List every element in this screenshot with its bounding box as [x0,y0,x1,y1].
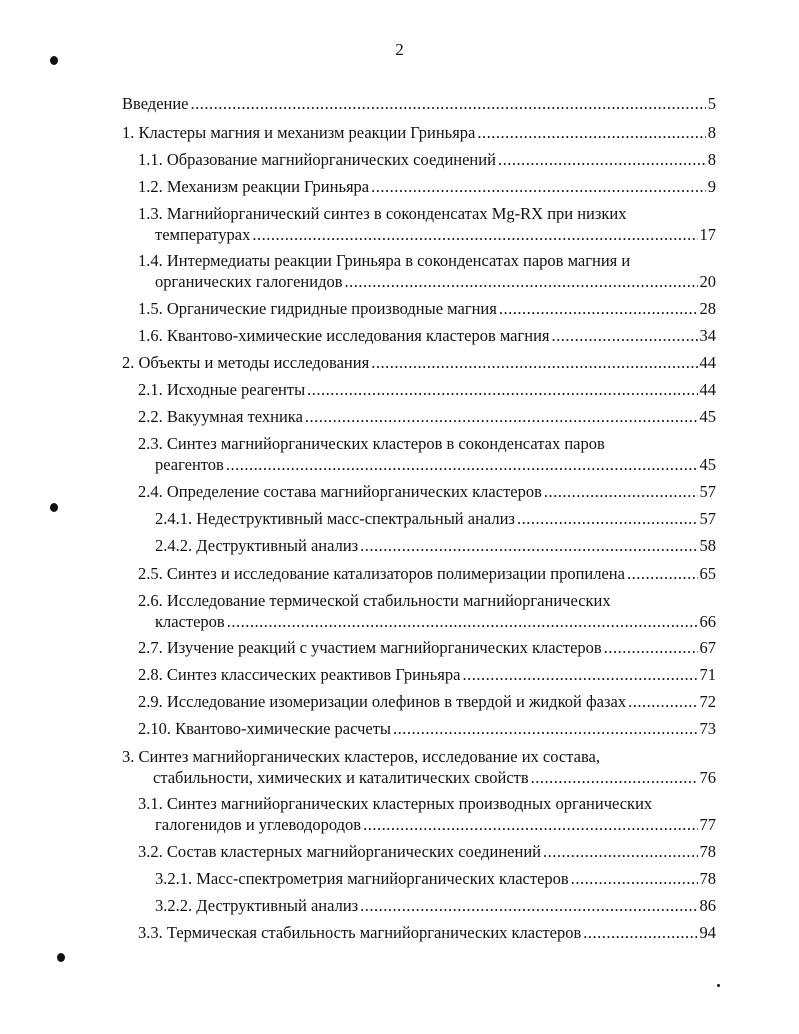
toc-entry [138,150,716,170]
toc-page-number: 57 [699,509,716,528]
toc-entry [138,665,716,685]
dot-leader [517,509,698,529]
toc-entry-title: 3.2.1. Масс-спектрометрия магнийорганических кластеров [155,869,569,888]
toc-entry-title: 3.2. Состав кластерных магнийорганических соединений [138,842,541,861]
toc-entry [138,564,716,584]
toc-entry [155,815,716,835]
toc-entry-title: 3.1. Синтез магнийорганических кластерных производных органических [138,794,653,813]
toc-entry-title: 2.10. Квантово-химические расчеты [138,719,392,738]
toc-entry-title: 3.2.2. Деструктивный анализ [155,896,359,915]
toc-page-number: 44 [699,353,716,372]
toc-entry [155,225,716,245]
toc-page-number: 45 [699,455,716,474]
toc-page-number: 67 [699,638,716,657]
toc-entry [153,768,716,788]
toc-entry [122,123,716,143]
toc-entry [138,692,716,712]
toc-page-number: 72 [699,692,716,711]
scan-speck [717,984,720,987]
toc-entry [155,869,716,889]
toc-page-number: 73 [699,719,716,738]
dot-leader [360,536,697,556]
toc-entry [155,612,716,632]
toc-entry-title: 1.3. Магнийорганический синтез в соконденсатах Mg-RX при низких [138,204,627,223]
toc-entry-title: 1.5. Органические гидридные производные магния [138,299,497,318]
dot-leader [226,455,698,475]
toc-entry [138,299,716,319]
toc-page-number: 94 [699,923,716,942]
toc-page-number: 34 [699,326,716,345]
toc-page-number: 71 [699,665,716,684]
toc-entry-title: 2.6. Исследование термической стабильности магнийорганических [138,591,611,610]
scan-speck [57,953,65,962]
toc-entry [155,536,716,556]
toc-page-number: 9 [707,177,716,196]
dot-leader [627,564,698,584]
toc-page-number: 8 [707,150,716,169]
dot-leader [191,94,706,114]
toc-entry-title: 2.7. Изучение реакций с участием магнийорганических кластеров [138,638,602,657]
toc-page-number: 77 [699,815,716,834]
toc-entry [138,923,716,943]
dot-leader [345,272,698,292]
toc-entry [155,896,716,916]
scan-speck [50,56,58,65]
dot-leader [363,815,697,835]
toc-entry-title: температурах [155,225,251,244]
toc-entry-title: 2.4.1. Недеструктивный масс-спектральный анализ [155,509,515,528]
toc-entry [138,407,716,427]
dot-leader [307,380,697,400]
toc-entry [138,842,716,862]
toc-page-number: 5 [707,94,716,113]
dot-leader [305,407,698,427]
scan-speck [50,503,58,512]
toc-entry-line [138,434,605,454]
dot-leader [360,896,697,916]
toc-page-number: 28 [699,299,716,318]
toc-entry-title: 1.4. Интермедиаты реакции Гриньяра в соконденсатах паров магния и [138,251,631,270]
toc-page-number: 45 [699,407,716,426]
toc-entry-title: 2.9. Исследование изомеризации олефинов в твердой и жидкой фазах [138,692,627,711]
toc-entry-title: 2.4. Определение состава магнийорганических кластеров [138,482,542,501]
page-number: 2 [395,40,404,59]
dot-leader [552,326,698,346]
dot-leader [252,225,697,245]
toc-page-number: 66 [699,612,716,631]
toc-page-number: 76 [699,768,716,787]
toc-entry [138,638,716,658]
toc-page-number: 8 [707,123,716,142]
dot-leader [499,299,698,319]
toc-page-number: 20 [699,272,716,291]
dot-leader [571,869,698,889]
dot-leader [477,123,705,143]
dot-leader [498,150,706,170]
dot-leader [371,177,706,197]
toc-entry-title: галогенидов и углеводородов [155,815,362,834]
toc-entry-line [138,204,627,224]
toc-page-number: 65 [699,564,716,583]
toc-page-number: 86 [699,896,716,915]
toc-entry-title: 2.2. Вакуумная техника [138,407,303,426]
toc-entry-title: 3.3. Термическая стабильность магнийорганических кластеров [138,923,582,942]
toc-entry-title: 2.5. Синтез и исследование катализаторов полимеризации пропилена [138,564,625,583]
toc-entry-title: кластеров [155,612,225,631]
toc-entry-title: Введение [122,94,189,113]
toc-entry-line [138,591,611,611]
toc-page-number: 44 [699,380,716,399]
toc-page-number: 58 [699,536,716,555]
toc-entry-title: органических галогенидов [155,272,343,291]
dot-leader [371,353,697,373]
toc-entry [155,509,716,529]
toc-entry-title: 2.4.2. Деструктивный анализ [155,536,359,555]
toc-entry [155,272,716,292]
dot-leader [543,842,698,862]
toc-entry [138,326,716,346]
dot-leader [393,719,697,739]
toc-entry-title: 2.8. Синтез классических реактивов Гриньяра [138,665,461,684]
toc-entry [122,94,716,114]
toc-entry-title: реагентов [155,455,224,474]
dot-leader [462,665,697,685]
toc-entry-title: 2.1. Исходные реагенты [138,380,306,399]
toc-entry [155,455,716,475]
toc-entry [138,482,716,502]
toc-entry-title: 1.6. Квантово-химические исследования кластеров магния [138,326,550,345]
toc-entry [138,380,716,400]
toc-entry-line [122,747,600,767]
toc-entry [122,353,716,373]
toc-entry [138,177,716,197]
dot-leader [628,692,697,712]
dot-leader [544,482,698,502]
toc-page-number: 17 [699,225,716,244]
toc-entry-line [138,794,652,814]
toc-entry-title: 2. Объекты и методы исследования [122,353,370,372]
toc-entry-title: 1. Кластеры магния и механизм реакции Гриньяра [122,123,476,142]
dot-leader [227,612,698,632]
toc-entry-title: 3. Синтез магнийорганических кластеров, исследование их состава, [122,747,600,766]
toc-entry-title: 1.1. Образование магнийорганических соединений [138,150,496,169]
toc-entry-line [138,251,630,271]
toc-page-number: 78 [699,869,716,888]
toc-entry-title: 2.3. Синтез магнийорганических кластеров в соконденсатах паров [138,434,605,453]
toc-entry-title: стабильности, химических и каталитических свойств [153,768,529,787]
toc-page-number: 78 [699,842,716,861]
toc-entry [138,719,716,739]
dot-leader [531,768,698,788]
dot-leader [583,923,697,943]
toc-entry-title: 1.2. Механизм реакции Гриньяра [138,177,370,196]
toc-page-number: 57 [699,482,716,501]
dot-leader [604,638,698,658]
